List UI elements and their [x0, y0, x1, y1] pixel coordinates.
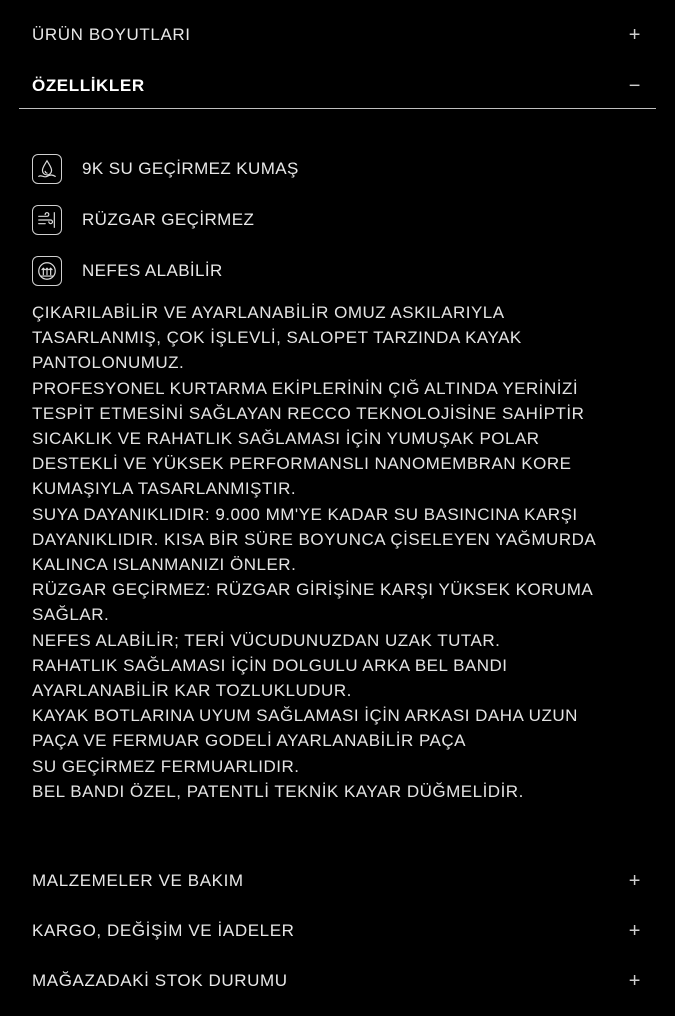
wind-icon	[32, 205, 62, 235]
description-line: SUYA DAYANIKLIDIR: 9.000 MM'YE KADAR SU BASINCINA KARŞI	[32, 504, 578, 524]
expand-plus-icon[interactable]: +	[628, 970, 641, 992]
accordion-product-dimensions[interactable]	[0, 22, 675, 48]
description-line: RÜZGAR GEÇİRMEZ: RÜZGAR GİRİŞİNE KARŞI YÜKSEK KORUMA	[32, 580, 594, 600]
description-line: DESTEKLİ VE YÜKSEK PERFORMANSLI NANOMEMBRAN KORE	[32, 454, 572, 474]
description-line: SICAKLIK VE RAHATLIK SAĞLAMASI İÇİN YUMUŞAK POLAR	[32, 429, 540, 449]
description-line: KALINCA ISLANMANIZI ÖNLER.	[32, 555, 297, 575]
description-line: PAÇA VE FERMUAR GODELİ AYARLANABİLİR PAÇA	[32, 731, 466, 751]
accordion-features[interactable]	[0, 73, 675, 99]
description-line: KUMAŞIYLA TASARLANMIŞTIR.	[32, 479, 297, 499]
expand-plus-icon[interactable]: +	[628, 920, 641, 942]
description-line: AYARLANABİLİR KAR TOZLUKLUDUR.	[32, 681, 352, 701]
collapse-minus-icon[interactable]: −	[628, 75, 641, 97]
accordion-label: KARGO, DEĞİŞİM VE İADELER	[32, 921, 295, 940]
description-line: NEFES ALABİLİR; TERİ VÜCUDUNUZDAN UZAK TUTAR.	[32, 630, 501, 650]
accordion-materials-care[interactable]	[0, 868, 675, 894]
feature-item-breathable	[32, 256, 223, 286]
accordion-shipping-returns[interactable]	[0, 918, 675, 944]
feature-item-waterproof	[32, 154, 299, 184]
section-divider	[19, 108, 656, 109]
description-line: DAYANIKLIDIR. KISA BİR SÜRE BOYUNCA ÇİSELEYEN YAĞMURDA	[32, 529, 597, 549]
description-line: PANTOLONUMUZ.	[32, 353, 185, 373]
feature-label: RÜZGAR GEÇİRMEZ	[82, 210, 255, 229]
description-line: TESPİT ETMESİNİ SAĞLAYAN RECCO TEKNOLOJİSİNE SAHİPTİR	[32, 403, 585, 423]
description-line: SAĞLAR.	[32, 605, 110, 625]
accordion-label: MAĞAZADAKİ STOK DURUMU	[32, 971, 288, 990]
feature-label: 9K SU GEÇİRMEZ KUMAŞ	[82, 159, 299, 178]
breathable-icon	[32, 256, 62, 286]
product-description	[32, 300, 652, 804]
expand-plus-icon[interactable]: +	[628, 24, 641, 46]
water-drop-icon	[32, 154, 62, 184]
accordion-label: ÜRÜN BOYUTLARI	[32, 25, 191, 44]
accordion-label: MALZEMELER VE BAKIM	[32, 871, 244, 890]
expand-plus-icon[interactable]: +	[628, 870, 641, 892]
description-line: TASARLANMIŞ, ÇOK İŞLEVLİ, SALOPET TARZINDA KAYAK	[32, 328, 522, 348]
description-line: RAHATLIK SAĞLAMASI İÇİN DOLGULU ARKA BEL BANDI	[32, 655, 508, 675]
description-line: PROFESYONEL KURTARMA EKİPLERİNİN ÇIĞ ALTINDA YERİNİZİ	[32, 378, 579, 398]
description-line: SU GEÇİRMEZ FERMUARLIDIR.	[32, 756, 300, 776]
accordion-label: ÖZELLİKLER	[32, 76, 145, 95]
feature-item-windproof	[32, 205, 254, 235]
accordion-store-stock[interactable]	[0, 968, 675, 994]
feature-label: NEFES ALABİLİR	[82, 261, 223, 280]
description-line: KAYAK BOTLARINA UYUM SAĞLAMASI İÇİN ARKASI DAHA UZUN	[32, 706, 578, 726]
description-line: BEL BANDI ÖZEL, PATENTLİ TEKNİK KAYAR DÜĞMELİDİR.	[32, 781, 524, 801]
description-line: ÇIKARILABİLİR VE AYARLANABİLİR OMUZ ASKILARIYLA	[32, 303, 505, 322]
